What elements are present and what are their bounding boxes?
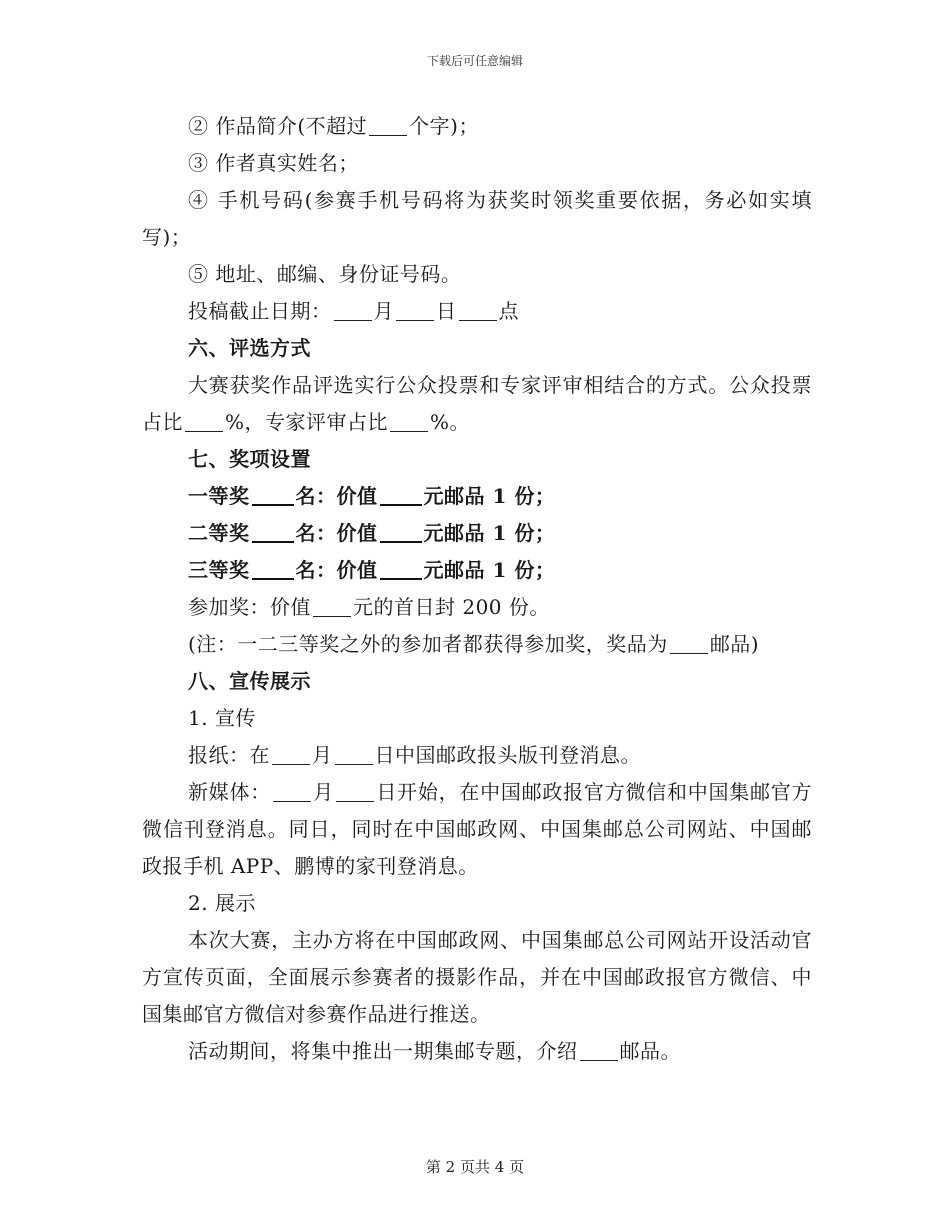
selection-paragraph — [142, 367, 812, 441]
text: 月 — [373, 299, 394, 323]
text: 个字)； — [409, 114, 479, 138]
text: %，专家评审占比 — [225, 410, 389, 434]
item-phone: ④ 手机号码(参赛手机号码将为获奖时领奖重要依据，务必如实填写)； — [142, 188, 812, 249]
document-body — [142, 108, 812, 1070]
text: 月 — [312, 743, 333, 767]
blank — [252, 484, 294, 506]
activity-line — [142, 1033, 812, 1070]
blank — [334, 300, 372, 321]
text: 名：价值 — [295, 484, 378, 508]
page-header: 下载后可任意编辑 — [426, 54, 523, 68]
blank — [335, 744, 373, 765]
blank — [459, 300, 497, 321]
text: 邮品) — [709, 632, 760, 656]
text: 报纸：在 — [188, 743, 270, 767]
newspaper-line — [142, 737, 812, 774]
blank — [252, 521, 294, 543]
award-note — [142, 626, 812, 663]
section-heading-7: 七、奖项设置 — [188, 447, 311, 471]
section-heading-8: 八、宣传展示 — [188, 669, 311, 693]
blank — [336, 781, 374, 802]
text: 日中国邮政报头版刊登消息。 — [374, 743, 641, 767]
deadline — [142, 293, 812, 330]
text: 月 — [313, 780, 335, 804]
text: 点 — [498, 299, 519, 323]
subheading-publicity: 1. 宣传 — [188, 706, 256, 730]
blank — [380, 484, 422, 506]
text: 参加奖：价值 — [188, 595, 311, 619]
text: 元邮品 1 份； — [423, 558, 556, 582]
award-second — [142, 515, 812, 552]
blank — [252, 558, 294, 580]
text: ② 作品简介(不超过 — [188, 114, 368, 138]
text: 活动期间，将集中推出一期集邮专题，介绍 — [188, 1039, 578, 1063]
display-paragraph: 本次大赛，主办方将在中国邮政网、中国集邮总公司网站开设活动官方宣传页面，全面展示参赛者的摄影作品，并在中国邮政报官方微信、中国集邮官方微信对参赛作品进行推送。 — [142, 928, 812, 1026]
text: 元邮品 1 份； — [423, 484, 556, 508]
text: 投稿截止日期： — [188, 299, 332, 323]
blank — [670, 633, 708, 654]
text: 三等奖 — [188, 558, 250, 582]
blank — [273, 781, 311, 802]
text: 二等奖 — [188, 521, 250, 545]
text: 一等奖 — [188, 484, 250, 508]
text: 元邮品 1 份； — [423, 521, 556, 545]
blank — [390, 411, 428, 432]
text: %。 — [430, 410, 471, 434]
blank — [580, 1040, 618, 1061]
award-first — [142, 478, 812, 515]
subheading-display: 2. 展示 — [188, 891, 256, 915]
text: 元的首日封 200 份。 — [353, 595, 550, 619]
blank — [380, 521, 422, 543]
item-intro — [142, 108, 812, 145]
text: 名：价值 — [295, 521, 378, 545]
item-address: ⑤ 地址、邮编、身份证号码。 — [188, 262, 462, 286]
blank — [185, 411, 223, 432]
text: 日开始，在中国邮政报官方微信和中国集邮官方微信刊登消息。同日，同时在中国邮政网、中国集邮总公司网站、中国邮政报手机 APP、鹏博的家刊登消息。 — [142, 780, 813, 878]
page-footer: 第 2 页共 4 页 — [425, 1158, 525, 1176]
award-participation — [142, 589, 812, 626]
text: 名：价值 — [295, 558, 378, 582]
blank — [313, 596, 351, 617]
text: 新媒体： — [188, 780, 272, 804]
text: (注：一二三等奖之外的参加者都获得参加奖，奖品为 — [188, 632, 668, 656]
blank — [272, 744, 310, 765]
blank — [369, 115, 407, 136]
text: 日 — [436, 299, 457, 323]
blank — [396, 300, 434, 321]
award-third — [142, 552, 812, 589]
text: 大赛获奖作品评选实行公众投票和专家评审相结合的方式。公众投票占比 — [142, 373, 812, 434]
new-media-paragraph — [142, 774, 812, 885]
item-name: ③ 作者真实姓名； — [188, 151, 359, 175]
section-heading-6: 六、评选方式 — [188, 336, 311, 360]
text: 邮品。 — [619, 1039, 681, 1063]
blank — [380, 558, 422, 580]
